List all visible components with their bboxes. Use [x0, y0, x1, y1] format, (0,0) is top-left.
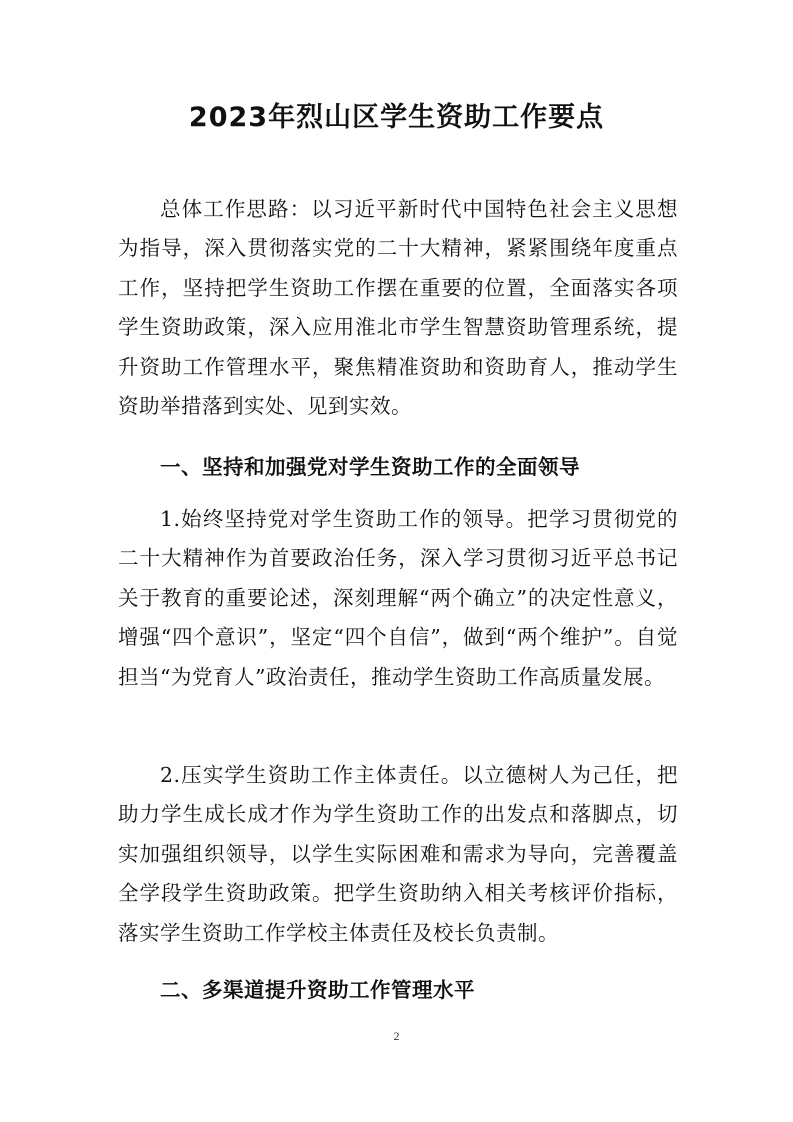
item-2-paragraph: 2.压实学生资助工作主体责任。以立德树人为己任，把助力学生成长成才作为学生资助工作的出发点和落脚点，切实加强组织领导，以学生实际困难和需求为导向，完善覆盖全学段学生资助政策。把学生资助纳入相关考核评价指标，落实学生资助工作学校主体责任及校长负责制。	[118, 763, 678, 945]
section-heading-2: 二、多渠道提升资助工作管理水平	[160, 978, 475, 1002]
section-heading-1: 一、坚持和加强党对学生资助工作的全面领导	[160, 455, 580, 479]
page-number: 2	[393, 1029, 400, 1043]
document-title: 2023年烈山区学生资助工作要点	[188, 102, 605, 133]
item-1-paragraph: 1.始终坚持党对学生资助工作的领导。把学习贯彻党的二十大精神作为首要政治任务，深入学习贯彻习近平总书记关于教育的重要论述，深刻理解“两个确立”的决定性意义，增强“四个意识”，坚定“四个自信”，做到“两个维护”。自觉担当“为党育人”政治责任，推动学生资助工作高质量发展。	[118, 507, 678, 689]
overview-paragraph: 总体工作思路：以习近平新时代中国特色社会主义思想为指导，深入贯彻落实党的二十大精神，紧紧围绕年度重点工作，坚持把学生资助工作摆在重要的位置，全面落实各项学生资助政策，深入应用淮北市学生智慧资助管理系统，提升资助工作管理水平，聚焦精准资助和资助育人，推动学生资助举措落到实处、见到实效。	[118, 197, 678, 419]
